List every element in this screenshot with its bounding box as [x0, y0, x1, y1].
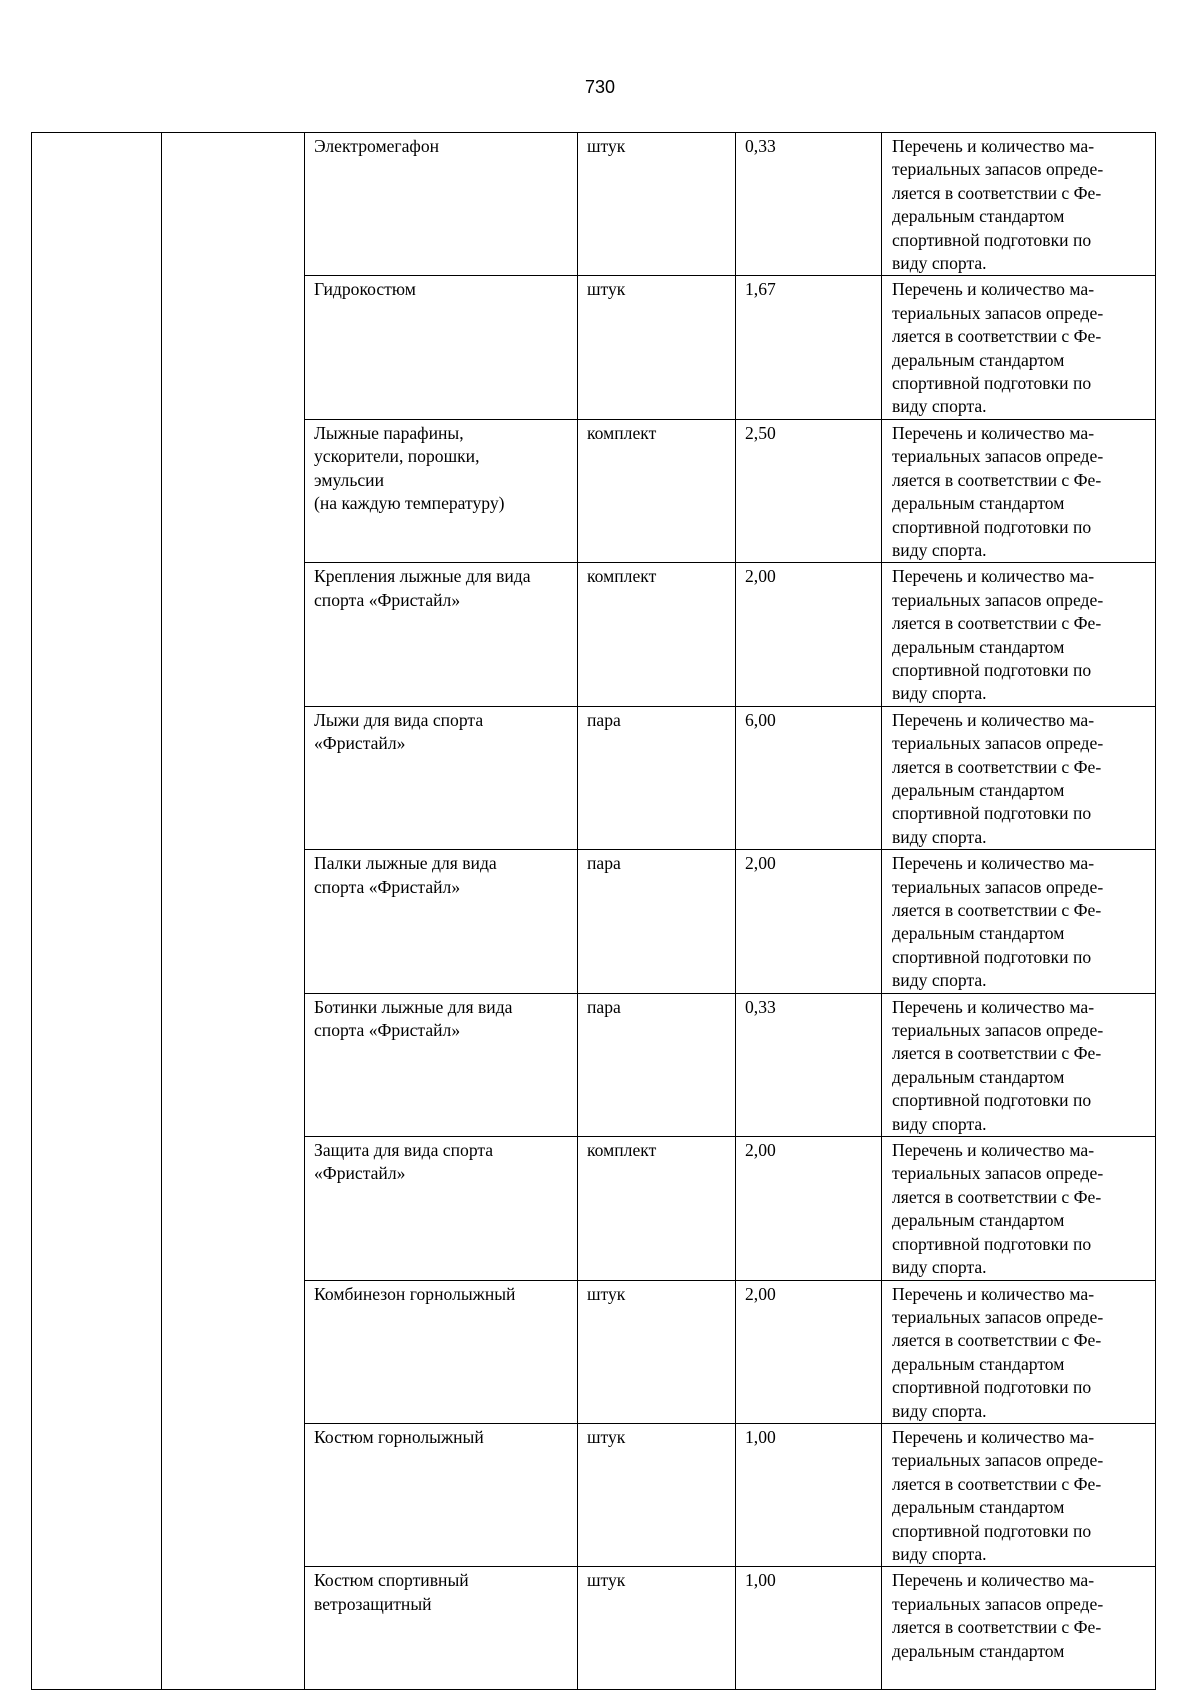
unit-cell-line: пара	[587, 853, 621, 874]
note-cell-line: Перечень и количество ма-	[892, 1570, 1095, 1591]
quantity-cell-line: 1,00	[745, 1426, 776, 1447]
note-cell-line: виду спорта.	[892, 539, 987, 560]
quantity-cell	[736, 1423, 882, 1566]
unit-cell	[578, 1280, 736, 1423]
unit-cell	[578, 276, 736, 419]
note-cell-line: ляется в соответствии с Фе-	[892, 326, 1102, 347]
note-cell-line: ляется в соответствии с Фе-	[892, 900, 1102, 920]
item-name-cell-line: (на каждую температуру)	[314, 493, 505, 514]
item-name-cell-line: спорта «Фристайл»	[314, 1020, 461, 1041]
note-cell-line: Перечень и количество ма-	[892, 566, 1095, 587]
note-cell-line: териальных запасов опреде-	[892, 1450, 1104, 1471]
note-cell-line: деральным стандартом	[892, 1066, 1065, 1087]
note-cell	[882, 1567, 1156, 1690]
item-name-cell	[305, 419, 578, 562]
note-cell-line: териальных запасов опреде-	[892, 1020, 1104, 1041]
item-name-cell-line: ускорители, порошки,	[314, 446, 480, 467]
note-cell-line: спортивной подготовки по	[892, 373, 1092, 394]
note-cell-line: териальных запасов опреде-	[892, 1306, 1104, 1327]
note-cell-line: Перечень и количество ма-	[892, 136, 1095, 156]
note-cell-line: спортивной подготовки по	[892, 229, 1092, 250]
item-name-cell-line: спорта «Фристайл»	[314, 876, 461, 897]
note-cell-line: ляется в соответствии с Фе-	[892, 756, 1102, 777]
note-cell-line: виду спорта.	[892, 970, 987, 991]
note-cell-line: спортивной подготовки по	[892, 1377, 1092, 1398]
item-name-cell-line: Защита для вида спорта	[314, 1140, 494, 1161]
item-name-cell	[305, 993, 578, 1136]
note-cell-line: спортивной подготовки по	[892, 1090, 1092, 1111]
unit-cell	[578, 133, 736, 276]
unit-cell	[578, 706, 736, 849]
unit-cell	[578, 563, 736, 706]
note-cell-line: Перечень и количество ма-	[892, 279, 1095, 300]
quantity-cell	[736, 276, 882, 419]
item-name-cell-line: Гидрокостюм	[314, 279, 416, 300]
item-name-cell-line: Крепления лыжные для вида	[314, 566, 531, 587]
item-name-cell-line: Лыжи для вида спорта	[314, 709, 484, 730]
item-name-cell-line: спорта «Фристайл»	[314, 589, 461, 610]
unit-cell	[578, 1423, 736, 1566]
note-cell-line: Перечень и количество ма-	[892, 996, 1095, 1017]
item-name-cell-line: «Фристайл»	[314, 1163, 406, 1184]
note-cell-line: деральным стандартом	[892, 1497, 1065, 1518]
quantity-cell	[736, 850, 882, 993]
item-name-cell	[305, 1567, 578, 1690]
item-name-cell	[305, 1280, 578, 1423]
note-cell-line: спортивной подготовки по	[892, 659, 1092, 680]
note-cell-line: виду спорта.	[892, 1257, 987, 1278]
quantity-cell-line: 2,00	[745, 1140, 776, 1161]
note-cell-line: виду спорта.	[892, 826, 987, 847]
quantity-cell	[736, 419, 882, 562]
note-cell-line: деральным стандартом	[892, 1640, 1065, 1661]
merged-empty-cell-1	[32, 133, 162, 1690]
note-cell-line: деральным стандартом	[892, 923, 1065, 944]
page-number: 730	[584, 77, 616, 97]
note-cell-line: ляется в соответствии с Фе-	[892, 1330, 1102, 1351]
unit-cell-line: штук	[587, 1283, 626, 1304]
note-cell-line: виду спорта.	[892, 1400, 987, 1421]
note-cell-line: териальных запасов опреде-	[892, 1593, 1104, 1614]
quantity-cell-line: 2,00	[745, 853, 776, 874]
note-cell-line: виду спорта.	[892, 1543, 987, 1564]
note-cell-line: виду спорта.	[892, 683, 987, 704]
note-cell-line: териальных запасов опреде-	[892, 876, 1104, 897]
note-cell-line: териальных запасов опреде-	[892, 589, 1104, 610]
note-cell-line: Перечень и количество ма-	[892, 1283, 1095, 1304]
note-cell-line: деральным стандартом	[892, 1353, 1065, 1374]
item-name-cell-line: Электромегафон	[314, 136, 440, 156]
note-cell-line: териальных запасов опреде-	[892, 446, 1104, 467]
item-name-cell	[305, 133, 578, 276]
item-name-cell	[305, 563, 578, 706]
note-cell-line: Перечень и количество ма-	[892, 709, 1095, 730]
unit-cell	[578, 1137, 736, 1280]
item-name-cell-line: Лыжные парафины,	[314, 422, 464, 443]
note-cell-line: териальных запасов опреде-	[892, 159, 1104, 180]
note-cell-line: спортивной подготовки по	[892, 1520, 1092, 1541]
unit-cell-line: комплект	[587, 566, 657, 587]
item-name-cell	[305, 1137, 578, 1280]
item-name-cell-line: «Фристайл»	[314, 733, 406, 754]
note-cell-line: Перечень и количество ма-	[892, 422, 1095, 443]
note-cell	[882, 706, 1156, 849]
quantity-cell	[736, 133, 882, 276]
quantity-cell-line: 1,00	[745, 1570, 776, 1591]
note-cell-line: ляется в соответствии с Фе-	[892, 613, 1102, 634]
note-cell-line: спортивной подготовки по	[892, 946, 1092, 967]
item-name-cell-line: Костюм горнолыжный	[314, 1426, 484, 1447]
item-name-cell-line: Комбинезон горнолыжный	[314, 1283, 516, 1304]
unit-cell-line: штук	[587, 1426, 626, 1447]
note-cell	[882, 850, 1156, 993]
quantity-cell	[736, 993, 882, 1136]
note-cell-line: ляется в соответствии с Фе-	[892, 1043, 1102, 1064]
note-cell	[882, 276, 1156, 419]
item-name-cell	[305, 850, 578, 993]
quantity-cell	[736, 706, 882, 849]
item-name-cell-line: Палки лыжные для вида	[314, 853, 497, 874]
item-name-cell-line: эмульсии	[314, 469, 384, 490]
note-cell-line: деральным стандартом	[892, 493, 1065, 514]
note-cell-line: виду спорта.	[892, 396, 987, 417]
note-cell-line: териальных запасов опреде-	[892, 1163, 1104, 1184]
item-name-cell-line: Костюм спортивный	[314, 1570, 469, 1591]
note-cell	[882, 993, 1156, 1136]
quantity-cell-line: 0,33	[745, 136, 776, 156]
note-cell-line: териальных запасов опреде-	[892, 302, 1104, 323]
note-cell-line: спортивной подготовки по	[892, 516, 1092, 537]
unit-cell-line: штук	[587, 136, 626, 156]
note-cell	[882, 133, 1156, 276]
note-cell-line: спортивной подготовки по	[892, 1233, 1092, 1254]
note-cell-line: деральным стандартом	[892, 636, 1065, 657]
unit-cell-line: штук	[587, 279, 626, 300]
item-name-cell-line: Ботинки лыжные для вида	[314, 996, 513, 1017]
quantity-cell	[736, 1280, 882, 1423]
note-cell	[882, 1280, 1156, 1423]
note-cell-line: деральным стандартом	[892, 206, 1065, 227]
quantity-cell-line: 2,00	[745, 566, 776, 587]
equipment-table	[31, 132, 1156, 1690]
note-cell-line: деральным стандартом	[892, 779, 1065, 800]
quantity-cell-line: 2,50	[745, 422, 776, 443]
unit-cell	[578, 993, 736, 1136]
note-cell-line: деральным стандартом	[892, 1210, 1065, 1231]
quantity-cell-line: 6,00	[745, 709, 776, 730]
quantity-cell-line: 2,00	[745, 1283, 776, 1304]
item-name-cell	[305, 1423, 578, 1566]
unit-cell-line: пара	[587, 996, 621, 1017]
merged-empty-cell-2	[162, 133, 305, 1690]
note-cell-line: ляется в соответствии с Фе-	[892, 182, 1102, 203]
unit-cell	[578, 1567, 736, 1690]
unit-cell-line: комплект	[587, 422, 657, 443]
quantity-cell-line: 1,67	[745, 279, 776, 300]
unit-cell-line: пара	[587, 709, 621, 730]
quantity-cell	[736, 563, 882, 706]
item-name-cell	[305, 276, 578, 419]
note-cell	[882, 1137, 1156, 1280]
note-cell-line: виду спорта.	[892, 253, 987, 274]
unit-cell-line: комплект	[587, 1140, 657, 1161]
quantity-cell	[736, 1137, 882, 1280]
note-cell-line: ляется в соответствии с Фе-	[892, 1473, 1102, 1494]
note-cell-line: спортивной подготовки по	[892, 803, 1092, 824]
note-cell-line: териальных запасов опреде-	[892, 733, 1104, 754]
note-cell	[882, 563, 1156, 706]
table-body	[32, 133, 1156, 1690]
quantity-cell-line: 0,33	[745, 996, 776, 1017]
note-cell-line: ляется в соответствии с Фе-	[892, 469, 1102, 490]
note-cell-line: ляется в соответствии с Фе-	[892, 1617, 1102, 1638]
item-name-cell	[305, 706, 578, 849]
unit-cell-line: штук	[587, 1570, 626, 1591]
unit-cell	[578, 850, 736, 993]
note-cell-line: виду спорта.	[892, 1113, 987, 1134]
table-row	[32, 133, 1156, 276]
note-cell	[882, 419, 1156, 562]
note-cell-line: Перечень и количество ма-	[892, 1140, 1095, 1161]
note-cell	[882, 1423, 1156, 1566]
note-cell-line: Перечень и количество ма-	[892, 1426, 1095, 1447]
quantity-cell	[736, 1567, 882, 1690]
note-cell-line: деральным стандартом	[892, 349, 1065, 370]
note-cell-line: Перечень и количество ма-	[892, 853, 1095, 874]
unit-cell	[578, 419, 736, 562]
item-name-cell-line: ветрозащитный	[314, 1593, 432, 1614]
note-cell-line: ляется в соответствии с Фе-	[892, 1186, 1102, 1207]
